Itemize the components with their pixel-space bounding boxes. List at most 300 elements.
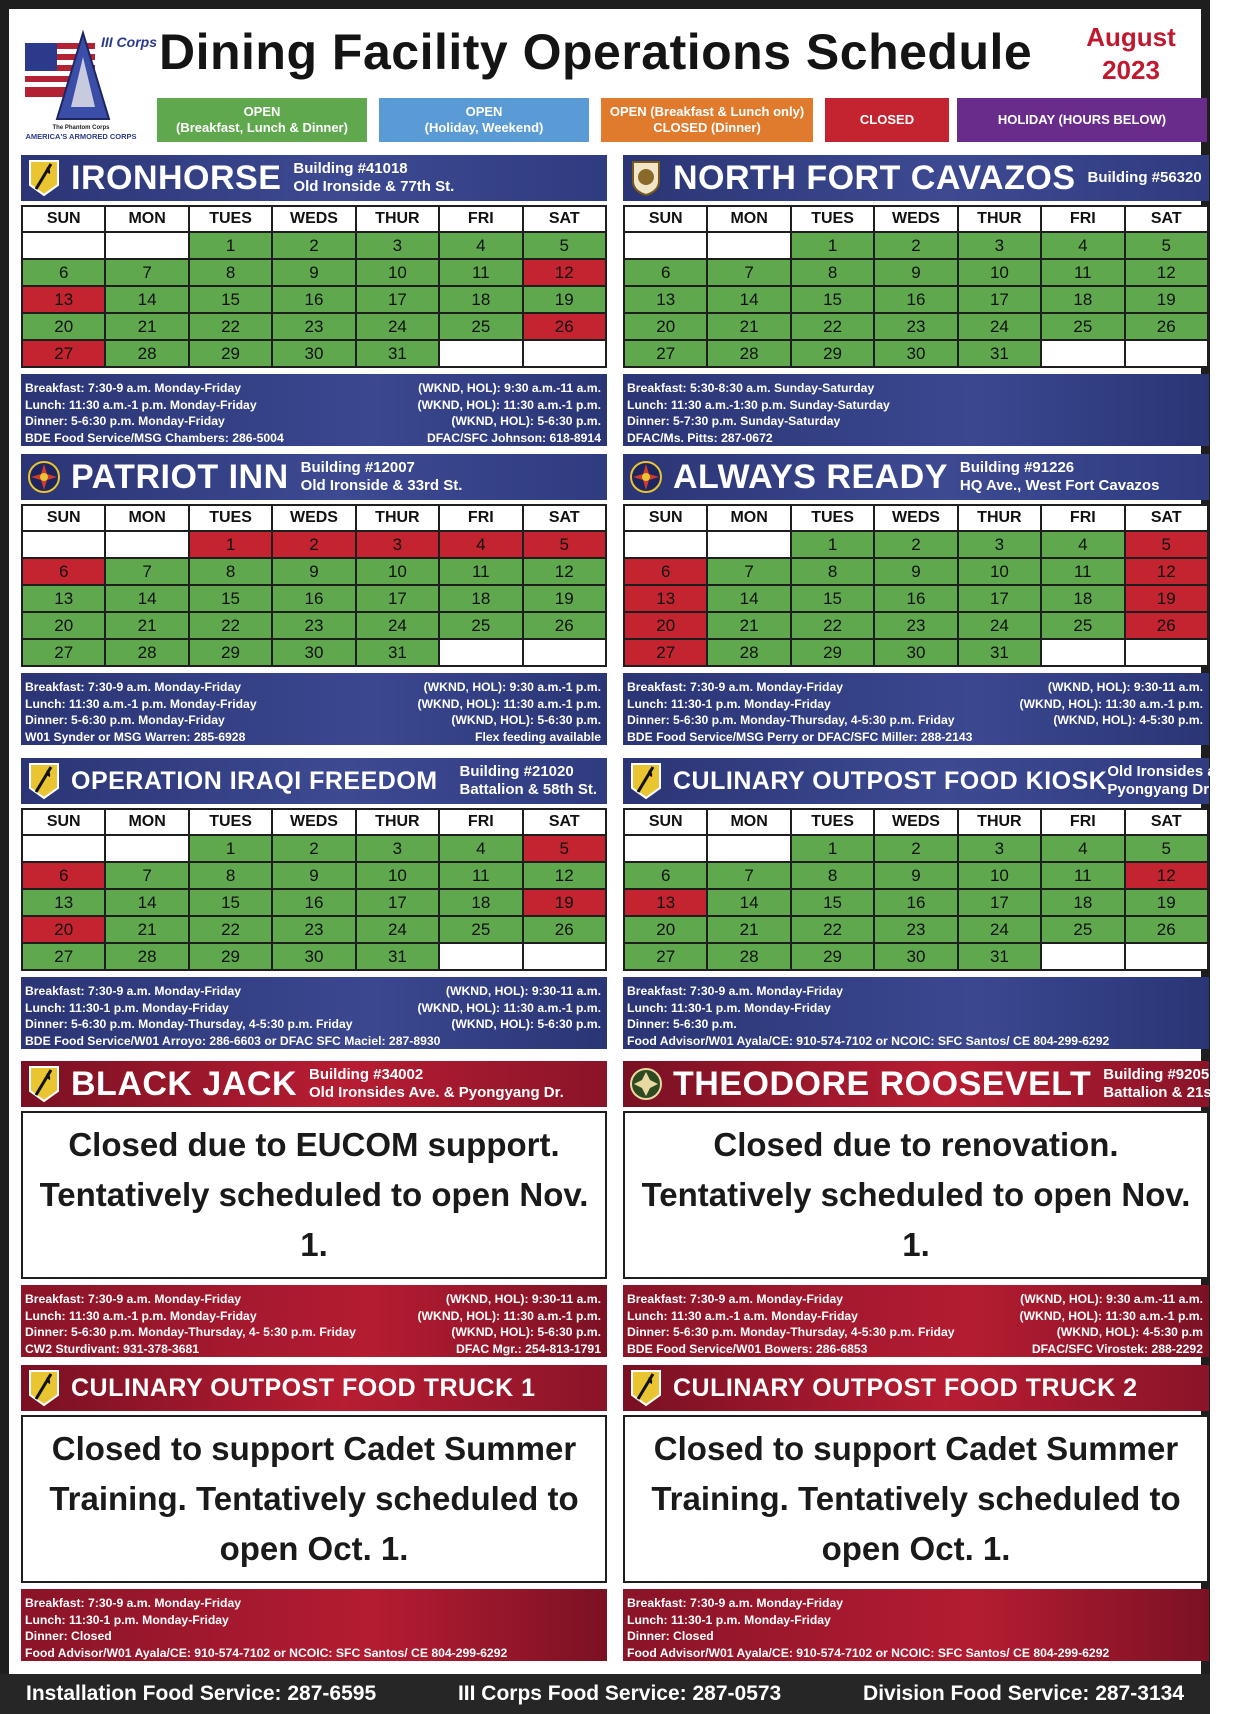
calendar-day: 16: [874, 585, 957, 612]
calendar-day: 27: [624, 943, 707, 970]
hours-line: Lunch: 11:30 a.m.-1 p.m. Monday-Friday: [25, 397, 257, 412]
calendar-day: 7: [707, 259, 790, 286]
calendar-day: 22: [189, 916, 272, 943]
calendar-day: 1: [189, 531, 272, 558]
calendar: [623, 808, 1209, 971]
closure-notice: Closed to support Cadet Summer Training. Tentatively scheduled to open Oct. 1.: [623, 1415, 1209, 1583]
calendar-day: 3: [356, 531, 439, 558]
building-number: Building #34002: [309, 1066, 424, 1083]
1st-cavalry-patch-icon: [629, 1369, 663, 1407]
calendar-day: 8: [791, 558, 874, 585]
calendar-day: 9: [874, 558, 957, 585]
calendar-day: 10: [356, 259, 439, 286]
calendar-day: 23: [874, 313, 957, 340]
weekend-hours-line: (WKND, HOL): 5-6:30 p.m.: [451, 713, 601, 727]
calendar-day: 3: [958, 835, 1041, 862]
weekday-header: SAT: [1125, 505, 1208, 531]
calendar-day: 14: [105, 286, 188, 313]
closure-notice: Closed due to EUCOM support. Tentatively scheduled to open Nov. 1.: [21, 1111, 607, 1279]
hours-left: [627, 1291, 955, 1357]
calendar-day: 5: [1125, 531, 1208, 558]
calendar-day: 27: [22, 340, 105, 367]
street-address: HQ Ave., West Fort Cavazos: [959, 477, 1160, 494]
empty-day: [1041, 639, 1124, 666]
building-number: Building #56320: [1087, 169, 1202, 186]
hours-left: [25, 1595, 507, 1661]
calendar-day: 12: [523, 862, 606, 889]
calendar-day: 25: [1041, 916, 1124, 943]
dfac-section: [21, 758, 607, 1049]
hours-line: Breakfast: 5:30-8:30 a.m. Sunday-Saturday: [627, 381, 875, 395]
calendar-day: 18: [439, 889, 522, 916]
footer-iii-corps: III Corps Food Service: 287-0573: [457, 1682, 782, 1705]
calendar-day: 22: [791, 612, 874, 639]
calendar-day: 19: [1125, 286, 1208, 313]
calendar-day: 17: [356, 286, 439, 313]
calendar-day: 28: [105, 340, 188, 367]
dfac-section: [21, 155, 607, 446]
calendar-day: 13: [624, 286, 707, 313]
section-header: [623, 758, 1235, 804]
calendar-day: 25: [439, 313, 522, 340]
calendar-day: 18: [1041, 889, 1124, 916]
calendar-day: 26: [523, 916, 606, 943]
hours-left: [627, 1595, 1109, 1661]
weekday-header: FRI: [439, 505, 522, 531]
facility-name: ALWAYS READY: [673, 457, 948, 496]
street-address: Pyongyang Drive: [1107, 781, 1230, 798]
hours-line: Lunch: 11:30-1 p.m. Monday-Friday: [25, 1000, 229, 1015]
calendar-day: 26: [1125, 916, 1208, 943]
hours-line: Lunch: 11:30 a.m.-1 a.m. Monday-Friday: [627, 1308, 858, 1323]
weekend-hours-line: DFAC/SFC Johnson: 618-8914: [426, 430, 601, 445]
svg-text:AMERICA'S ARMORED CORPS: AMERICA'S ARMORED CORPS: [25, 132, 137, 141]
unit-crest-icon: [629, 159, 663, 197]
calendar-day: 22: [189, 313, 272, 340]
hours-left: [25, 1291, 356, 1357]
hours-line: Lunch: 11:30-1 p.m. Monday-Friday: [25, 1612, 229, 1627]
legend-item: OPEN (Breakfast & Lunch only) CLOSED (Dinner): [601, 98, 813, 142]
calendar-day: 4: [439, 531, 522, 558]
footer-installation: Installation Food Service: 287-6595: [26, 1682, 377, 1705]
weekday-header: THUR: [958, 809, 1041, 835]
calendar-day: 29: [189, 639, 272, 666]
calendar-day: 25: [439, 612, 522, 639]
empty-day: [1125, 340, 1208, 367]
calendar-day: 2: [874, 531, 957, 558]
weekday-header: FRI: [439, 206, 522, 232]
hours-line: BDE Food Service/MSG Perry or DFAC/SFC Miller: 288-2143: [627, 729, 973, 744]
calendar-day: 21: [707, 916, 790, 943]
calendar-day: 14: [707, 585, 790, 612]
calendar-day: 29: [791, 639, 874, 666]
facility-name: PATRIOT INN: [71, 457, 289, 496]
calendar: [21, 504, 607, 667]
calendar-day: 10: [356, 558, 439, 585]
svg-text:III Corps: III Corps: [101, 34, 158, 50]
weekend-hours-line: (WKND, HOL): 9:30 a.m.-11 a.m.: [418, 381, 601, 395]
calendar-day: 6: [22, 862, 105, 889]
calendar-day: 11: [439, 558, 522, 585]
weekday-header: THUR: [958, 206, 1041, 232]
legend-item: OPEN (Holiday, Weekend): [379, 98, 589, 142]
hours-line: Dinner: 5-6:30 p.m. Monday-Friday: [25, 713, 225, 727]
weekend-hours-line: (WKND, HOL): 9:30-11 a.m.: [445, 1292, 601, 1306]
hours-left: [627, 380, 890, 446]
facility-address: [1103, 1066, 1240, 1102]
legend-item: CLOSED: [825, 98, 949, 142]
hours-line: Dinner: 5-6:30 p.m.: [627, 1017, 737, 1031]
empty-day: [523, 340, 606, 367]
empty-day: [523, 639, 606, 666]
calendar-day: 24: [356, 612, 439, 639]
facility-name: NORTH FORT CAVAZOS: [673, 158, 1076, 197]
calendar-day: 31: [356, 340, 439, 367]
hours-line: Dinner: 5-6:30 p.m. Monday-Thursday, 4-5:30 p.m. Friday: [627, 1325, 955, 1339]
calendar-day: 23: [272, 612, 355, 639]
1st-cavalry-patch-icon: [27, 159, 61, 197]
calendar-day: 12: [1125, 862, 1208, 889]
weekday-header: MON: [707, 505, 790, 531]
calendar-day: 30: [874, 943, 957, 970]
dfac-section: [623, 155, 1209, 446]
empty-day: [707, 835, 790, 862]
calendar-day: 1: [791, 835, 874, 862]
weekday-header: TUES: [791, 206, 874, 232]
calendar-day: 16: [874, 286, 957, 313]
page-title: Dining Facility Operations Schedule: [159, 24, 1033, 80]
weekday-header: SUN: [22, 505, 105, 531]
weekday-header: MON: [707, 206, 790, 232]
calendar-day: 19: [523, 889, 606, 916]
hours-panel: [623, 673, 1209, 745]
weekend-hours-line: (WKND, HOL): 11:30 a.m.-1 p.m.: [417, 1000, 601, 1015]
calendar-day: 16: [272, 889, 355, 916]
calendar-day: 1: [791, 232, 874, 259]
calendar-day: 10: [958, 862, 1041, 889]
hours-line: Dinner: Closed: [627, 1629, 714, 1643]
calendar-day: 6: [624, 558, 707, 585]
building-number: Building #41018: [293, 160, 408, 177]
calendar-day: 3: [356, 232, 439, 259]
calendar-day: 7: [105, 558, 188, 585]
calendar-day: 12: [523, 259, 606, 286]
closure-notice: Closed due to renovation. Tentatively scheduled to open Nov. 1.: [623, 1111, 1209, 1279]
building-number: Building #21020: [459, 763, 574, 780]
dfac-section: [623, 1365, 1209, 1661]
hours-panel: [623, 374, 1209, 446]
hours-line: Lunch: 11:30 a.m.-1 p.m. Monday-Friday: [25, 1308, 257, 1323]
legend-item: OPEN (Breakfast, Lunch & Dinner): [157, 98, 367, 142]
building-number: Building #9205: [1103, 1066, 1210, 1083]
calendar-day: 9: [272, 862, 355, 889]
hours-line: Breakfast: 7:30-9 a.m. Monday-Friday: [25, 381, 242, 395]
weekday-header: FRI: [439, 809, 522, 835]
calendar-day: 20: [22, 916, 105, 943]
empty-day: [439, 639, 522, 666]
calendar-day: 4: [439, 232, 522, 259]
calendar-day: 7: [105, 259, 188, 286]
calendar-day: 19: [523, 585, 606, 612]
4th-infantry-patch-icon: [629, 1065, 663, 1103]
hours-line: Lunch: 11:30 a.m.-1:30 p.m. Sunday-Saturday: [627, 397, 890, 412]
calendar-day: 14: [707, 286, 790, 313]
weekday-header: SUN: [624, 809, 707, 835]
section-header: [623, 1061, 1240, 1107]
weekday-header: SAT: [523, 809, 606, 835]
calendar-day: 20: [624, 612, 707, 639]
hours-line: BDE Food Service/W01 Arroyo: 286-6603 or DFAC SFC Maciel: 287-8930: [25, 1033, 441, 1048]
empty-day: [439, 340, 522, 367]
weekday-header: THUR: [356, 206, 439, 232]
weekday-header: WEDS: [874, 206, 957, 232]
weekend-hours-line: (WKND, HOL): 11:30 a.m.-1 p.m.: [417, 397, 601, 412]
calendar-day: 29: [791, 943, 874, 970]
calendar-day: 4: [1041, 232, 1124, 259]
empty-day: [22, 232, 105, 259]
calendar-day: 31: [958, 340, 1041, 367]
calendar: [623, 205, 1209, 368]
hours-line: CW2 Sturdivant: 931-378-3681: [25, 1341, 200, 1356]
empty-day: [1125, 943, 1208, 970]
dfac-section: [623, 758, 1235, 1049]
hours-panel: [21, 673, 607, 745]
hours-line: Lunch: 11:30-1 p.m. Monday-Friday: [627, 1000, 831, 1015]
hours-right: [417, 679, 601, 745]
hours-line: DFAC/Ms. Pitts: 287-0672: [627, 430, 773, 445]
weekday-header: MON: [707, 809, 790, 835]
street-address: Battalion & 58th St.: [459, 781, 597, 798]
dfac-section: [21, 1365, 607, 1661]
weekday-header: TUES: [189, 206, 272, 232]
calendar-day: 2: [272, 835, 355, 862]
building-number: Building #12007: [300, 459, 415, 476]
calendar-day: 16: [272, 585, 355, 612]
weekend-hours-line: (WKND, HOL): 4-5:30 p.m.: [1053, 713, 1203, 727]
hours-line: Food Advisor/W01 Ayala/CE: 910-574-7102 or NCOIC: SFC Santos/ CE 804-299-6292: [627, 1645, 1110, 1660]
calendar-day: 30: [272, 639, 355, 666]
calendar-day: 21: [707, 313, 790, 340]
calendar-day: 20: [624, 916, 707, 943]
hours-line: Lunch: 11:30-1 p.m. Monday-Friday: [627, 696, 831, 711]
hours-line: Breakfast: 7:30-9 a.m. Monday-Friday: [627, 1596, 844, 1610]
calendar-day: 3: [958, 232, 1041, 259]
iii-corps-patch-icon: [27, 458, 61, 496]
dfac-section: [21, 454, 607, 745]
calendar-day: 20: [22, 612, 105, 639]
calendar-day: 29: [189, 943, 272, 970]
calendar-day: 10: [958, 259, 1041, 286]
iii-corps-logo-icon: [23, 27, 158, 145]
hours-left: [25, 679, 257, 745]
calendar-day: 1: [189, 232, 272, 259]
section-header: [21, 1365, 607, 1411]
calendar-day: 11: [439, 259, 522, 286]
calendar-day: 26: [1125, 313, 1208, 340]
dfac-section: [623, 454, 1209, 745]
hours-panel: [623, 977, 1209, 1049]
weekday-header: WEDS: [874, 809, 957, 835]
weekend-hours-line: (WKND, HOL): 5-6:30 p.m.: [451, 414, 601, 428]
calendar-day: 19: [523, 286, 606, 313]
street-address: Battalion & 21st St.: [1103, 1084, 1240, 1101]
hours-line: Dinner: 5-6:30 p.m. Monday-Friday: [25, 414, 225, 428]
1st-cavalry-patch-icon: [27, 762, 61, 800]
empty-day: [105, 835, 188, 862]
calendar-day: 5: [1125, 232, 1208, 259]
calendar-day: 22: [791, 916, 874, 943]
calendar-day: 26: [1125, 612, 1208, 639]
hours-line: Food Advisor/W01 Ayala/CE: 910-574-7102 or NCOIC: SFC Santos/ CE 804-299-6292: [627, 1033, 1110, 1048]
footer-bar: [0, 1674, 1210, 1714]
calendar-day: 15: [791, 286, 874, 313]
building-number: Old Ironsides and: [1107, 763, 1235, 780]
calendar-day: 3: [958, 531, 1041, 558]
calendar-day: 2: [874, 232, 957, 259]
calendar-day: 13: [22, 889, 105, 916]
calendar-day: 28: [105, 943, 188, 970]
calendar-day: 30: [874, 340, 957, 367]
hours-right: [1019, 679, 1203, 729]
calendar-day: 10: [356, 862, 439, 889]
facility-address: [1107, 763, 1234, 799]
section-header: [21, 758, 607, 804]
calendar-day: 23: [272, 313, 355, 340]
calendar-day: 7: [105, 862, 188, 889]
empty-day: [22, 531, 105, 558]
calendar-day: 14: [707, 889, 790, 916]
facility-name: OPERATION IRAQI FREEDOM: [71, 766, 438, 795]
calendar-day: 21: [105, 612, 188, 639]
weekday-header: SAT: [523, 206, 606, 232]
section-header: [21, 1061, 607, 1107]
hours-line: Dinner: 5-6:30 p.m. Monday-Thursday, 4-5:30 p.m. Friday: [25, 1017, 353, 1031]
calendar-day: 27: [624, 340, 707, 367]
calendar-day: 8: [189, 259, 272, 286]
calendar-day: 1: [189, 835, 272, 862]
hours-line: Lunch: 11:30 a.m.-1 p.m. Monday-Friday: [25, 696, 257, 711]
iii-corps-patch-icon: [629, 458, 663, 496]
hours-line: Dinner: 5-6:30 p.m. Monday-Thursday, 4- 5:30 p.m. Friday: [25, 1325, 356, 1339]
hours-line: Food Advisor/W01 Ayala/CE: 910-574-7102 or NCOIC: SFC Santos/ CE 804-299-6292: [25, 1645, 508, 1660]
calendar-day: 27: [624, 639, 707, 666]
facility-name: CULINARY OUTPOST FOOD TRUCK 2: [673, 1373, 1138, 1402]
weekend-hours-line: (WKND, HOL): 11:30 a.m.-1 p.m.: [417, 696, 601, 711]
empty-day: [439, 943, 522, 970]
calendar: [21, 205, 607, 368]
calendar-day: 16: [272, 286, 355, 313]
empty-day: [523, 943, 606, 970]
hours-line: BDE Food Service/W01 Bowers: 286-6853: [627, 1341, 868, 1356]
calendar-day: 28: [707, 340, 790, 367]
calendar-day: 24: [958, 612, 1041, 639]
hours-left: [25, 983, 440, 1049]
calendar: [21, 808, 607, 971]
facility-address: [293, 160, 454, 196]
street-address: Old Ironside & 77th St.: [293, 178, 455, 195]
calendar-day: 22: [189, 612, 272, 639]
facility-address: [459, 763, 597, 799]
facility-name: BLACK JACK: [71, 1064, 297, 1103]
hours-right: [417, 983, 601, 1033]
calendar-day: 30: [272, 943, 355, 970]
calendar-day: 11: [1041, 558, 1124, 585]
calendar-day: 8: [189, 558, 272, 585]
calendar-day: 31: [356, 639, 439, 666]
year: 2023: [1102, 55, 1160, 85]
calendar-day: 15: [791, 889, 874, 916]
weekday-header: FRI: [1041, 505, 1124, 531]
weekday-header: MON: [105, 505, 188, 531]
calendar-day: 29: [189, 340, 272, 367]
hours-right: [417, 380, 601, 446]
hours-panel: [623, 1285, 1209, 1357]
weekday-header: MON: [105, 206, 188, 232]
empty-day: [1125, 639, 1208, 666]
weekday-header: WEDS: [272, 206, 355, 232]
calendar-day: 5: [523, 531, 606, 558]
calendar: [623, 504, 1209, 667]
dfac-section: [623, 1061, 1240, 1357]
weekend-hours-line: (WKND, HOL): 11:30 a.m.-1 p.m.: [417, 1308, 601, 1323]
calendar-day: 2: [272, 531, 355, 558]
hours-line: Breakfast: 7:30-9 a.m. Monday-Friday: [627, 1292, 844, 1306]
empty-day: [22, 835, 105, 862]
1st-cavalry-patch-icon: [27, 1065, 61, 1103]
facility-address: [1088, 169, 1202, 187]
weekday-header: TUES: [189, 809, 272, 835]
month-name: August: [1086, 22, 1176, 52]
calendar-day: 4: [1041, 835, 1124, 862]
calendar-day: 17: [958, 585, 1041, 612]
hours-right: [417, 1291, 601, 1357]
calendar-day: 21: [105, 916, 188, 943]
weekday-header: SUN: [624, 505, 707, 531]
svg-text:The Phantom Corps: The Phantom Corps: [52, 125, 110, 131]
weekday-header: THUR: [356, 809, 439, 835]
weekday-header: SUN: [22, 206, 105, 232]
1st-cavalry-patch-icon: [27, 1369, 61, 1407]
weekday-header: FRI: [1041, 809, 1124, 835]
calendar-day: 4: [439, 835, 522, 862]
weekend-hours-line: (WKND, HOL): 9:30 a.m.-1 p.m.: [423, 680, 601, 694]
weekend-hours-line: (WKND, HOL): 9:30-11 a.m.: [445, 984, 601, 998]
weekend-hours-line: (WKND, HOL): 5-6:30 p.m.: [451, 1017, 601, 1031]
hours-panel: [21, 374, 607, 446]
hours-line: Lunch: 11:30-1 p.m. Monday-Friday: [627, 1612, 831, 1627]
weekend-hours-line: DFAC Mgr.: 254-813-1791: [456, 1341, 601, 1356]
calendar-day: 17: [958, 889, 1041, 916]
weekend-hours-line: (WKND, HOL): 9:30 a.m.-11 a.m.: [1020, 1292, 1203, 1306]
calendar-day: 21: [707, 612, 790, 639]
calendar-day: 1: [791, 531, 874, 558]
calendar-day: 25: [439, 916, 522, 943]
weekend-hours-line: (WKND, HOL): 11:30 a.m.-1 p.m.: [1019, 1308, 1203, 1323]
calendar-day: 6: [22, 558, 105, 585]
calendar-day: 28: [707, 943, 790, 970]
facility-address: [960, 459, 1160, 495]
hours-line: Breakfast: 7:30-9 a.m. Monday-Friday: [627, 984, 844, 998]
calendar-day: 9: [272, 259, 355, 286]
hours-left: [627, 679, 972, 745]
calendar-day: 13: [624, 889, 707, 916]
calendar-day: 13: [22, 585, 105, 612]
calendar-day: 14: [105, 889, 188, 916]
calendar-day: 5: [1125, 835, 1208, 862]
weekday-header: THUR: [356, 505, 439, 531]
calendar-day: 13: [22, 286, 105, 313]
calendar-day: 15: [189, 286, 272, 313]
